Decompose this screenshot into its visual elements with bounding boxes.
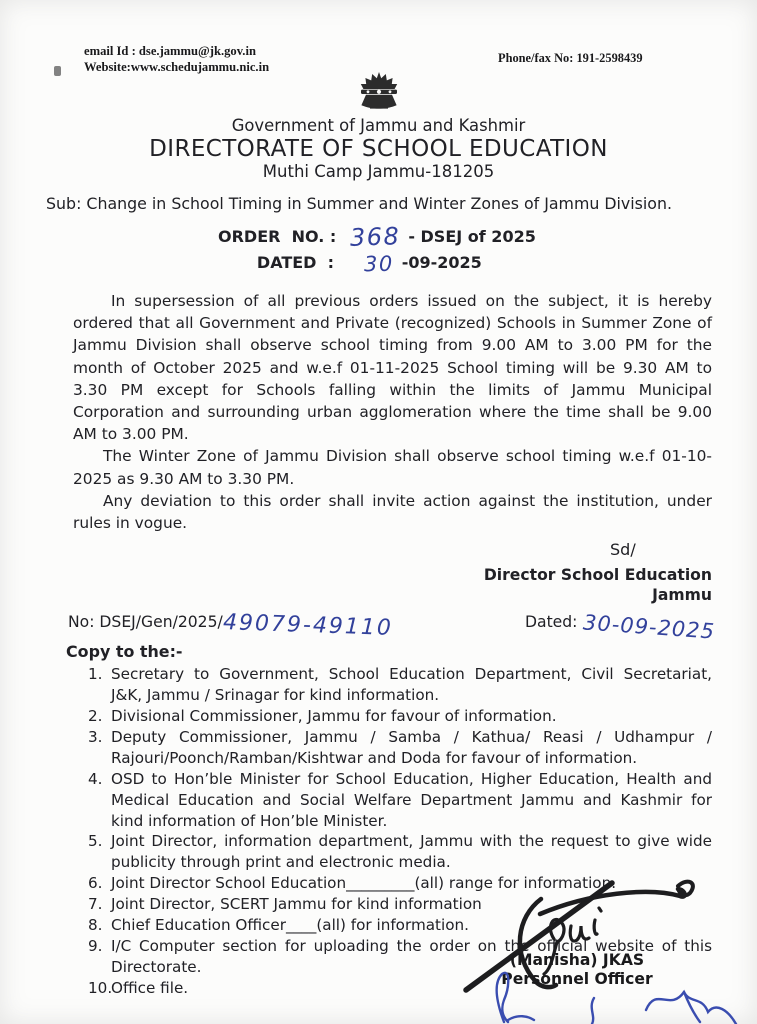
list-item: Deputy Commissioner, Jammu / Samba / Kathua/ Reasi / Udhampur / Rajouri/Poonch/Ramban/Kishtwar and Doda for favour of information. xyxy=(111,727,712,767)
order-number-block xyxy=(218,224,757,277)
handwritten-reference-date: 30-09-2025 xyxy=(582,610,717,644)
list-item: Joint Director, information department, Jammu with the request to give wide publicity through print and electronic media. xyxy=(111,832,712,872)
list-item: Divisional Commissioner, Jammu for favour of information. xyxy=(111,707,557,726)
handwritten-order-number: 368 xyxy=(349,222,401,252)
list-item: OSD to Hon’ble Minister for School Education, Higher Education, Health and Medical Education and Social Welfare Department Jammu and Kashmir for kind information of Hon’ble Minister. xyxy=(111,769,712,830)
document-content xyxy=(0,116,757,999)
list-item: Chief Education Officer____(all) for information. xyxy=(111,916,469,935)
reference-number-label: No: DSEJ/Gen/2025/ xyxy=(68,613,223,632)
reference-row xyxy=(68,610,757,644)
order-no-label: ORDER NO. : xyxy=(218,227,337,246)
email-line: email Id : dse.jammu@jk.gov.in xyxy=(84,44,256,58)
paragraph-2: The Winter Zone of Jammu Division shall observe school timing w.e.f 01-10-2025 as 9.30 AM to 3.30 PM. xyxy=(73,447,712,488)
handwritten-dispatch-numbers: 49079-49110 xyxy=(222,610,394,642)
order-no-suffix: - DSEJ of 2025 xyxy=(408,227,536,246)
sd-notation: Sd/ xyxy=(610,540,636,560)
director-line1: Director School Education xyxy=(483,566,712,585)
list-item: Office file. xyxy=(111,978,189,997)
order-date-label: DATED : xyxy=(256,253,334,272)
order-no-value xyxy=(350,224,536,250)
state-emblem-icon xyxy=(0,71,757,119)
directorate-title: DIRECTORATE OF SCHOOL EDUCATION xyxy=(149,136,608,162)
order-date-value xyxy=(350,250,482,277)
director-signoff xyxy=(0,566,712,605)
phone-line: Phone/fax No: 191-2598439 xyxy=(498,51,643,65)
order-body xyxy=(73,290,712,534)
list-item: Joint Director, SCERT Jammu for kind information xyxy=(111,895,482,914)
order-date-suffix: -09-2025 xyxy=(401,253,482,272)
list-item: I/C Computer section for uploading the order on the official website of this Directorate. xyxy=(111,937,712,976)
reference-date-label: Dated: xyxy=(525,613,578,632)
subject-line: Sub: Change in School Timing in Summer and Winter Zones of Jammu Division. xyxy=(46,194,672,213)
reference-number xyxy=(68,610,394,642)
signatory-designation: Personnel Officer xyxy=(501,970,653,988)
list-item: Joint Director School Education_________(all) range for information. xyxy=(111,874,617,893)
paragraph-1: In supersession of all previous orders issued on the subject, it is hereby ordered that all Government and Private (recognized) Schools in Summer Zone of Jammu Division shall observe school timing from 9.00 AM to 3.00 PM for the month of October 2025 and w.e.f 01-11-2025 School timing will be 9.30 AM to 3.30 PM except for Schools falling within the limits of Jammu Municipal Corporation and surrounding urban agglomeration where the time shall be 9.00 AM to 3.00 PM. xyxy=(73,292,712,444)
paragraph-3: Any deviation to this order shall invite action against the institution, under rules in vogue. xyxy=(73,491,712,533)
address-line: Muthi Camp Jammu-181205 xyxy=(262,162,495,181)
reference-date xyxy=(525,610,717,644)
list-item: Secretary to Government, School Education Department, Civil Secretariat, J&K, Jammu / Srinagar for kind information. xyxy=(111,665,712,705)
copy-distribution-list xyxy=(88,664,712,999)
government-line: Government of Jammu and Kashmir xyxy=(231,116,526,135)
copy-to-heading: Copy to the:- xyxy=(66,642,183,662)
order-date-row xyxy=(218,250,757,277)
director-line2: Jammu xyxy=(652,585,712,604)
signatory-block xyxy=(452,951,702,989)
order-no-row xyxy=(218,224,757,250)
website-line: Website:www.schedujammu.nic.in xyxy=(84,59,270,74)
handwritten-order-date: 30 xyxy=(363,251,394,277)
signatory-name: (Manisha) JKAS xyxy=(509,951,645,969)
